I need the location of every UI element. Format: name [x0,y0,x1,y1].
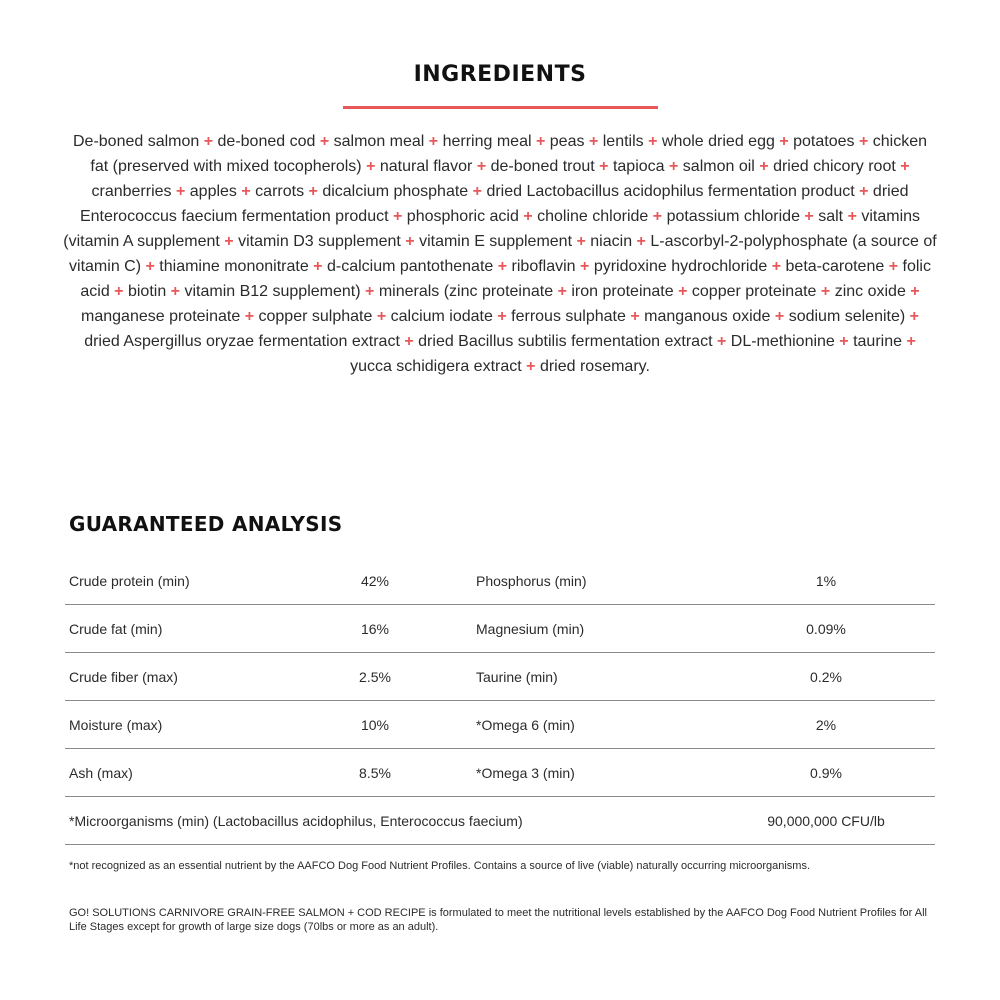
ingredient-item: thiamine mononitrate [159,258,309,275]
ingredient-item: beta-carotene [785,258,885,275]
ingredient-item: folic acid [80,258,931,300]
ingredient-item: vitamin E supplement [419,233,573,250]
plus-separator-icon: + [820,283,831,300]
ingredient-item: copper proteinate [691,283,817,300]
nutrient-value: 2% [815,717,837,733]
plus-separator-icon: + [244,308,255,325]
nutrient-value: 16% [360,621,390,637]
ingredient-item: whole dried egg [661,133,775,150]
table-row [65,749,935,797]
ingredient-item: dried Bacillus subtilis fermentation extract [418,333,713,350]
nutrient-label: Crude fat (min) [69,621,163,637]
ingredients-title: INGREDIENTS [413,62,587,87]
plus-separator-icon: + [365,283,375,300]
ingredient-item: dried Lactobacillus acidophilus fermentation product [486,183,855,200]
ingredient-item: de-boned trout [490,158,595,175]
plus-separator-icon: + [170,283,181,300]
plus-separator-icon: + [576,233,586,250]
ingredient-item: tapioca [612,158,665,175]
plus-separator-icon: + [779,133,789,150]
plus-separator-icon: + [858,133,869,150]
nutrient-label: Moisture (max) [69,717,163,733]
plus-separator-icon: + [405,233,415,250]
table-row [65,605,935,653]
ingredient-item: zinc oxide [834,283,906,300]
ingredient-item: dried chicory root [773,158,896,175]
plus-separator-icon: + [804,208,814,225]
plus-separator-icon: + [910,283,920,300]
nutrient-value: 2.5% [359,669,391,685]
ingredient-item: vitamins (vitamin A supplement [63,208,921,250]
plus-separator-icon: + [376,308,387,325]
ingredient-item: de-boned cod [217,133,316,150]
plus-separator-icon: + [648,133,658,150]
ingredient-item: peas [549,133,585,150]
aafco-statement: GO! SOLUTIONS CARNIVORE GRAIN-FREE SALMON + COD RECIPE is formulated to meet the nutritional levels established by the AAFCO Dog Food Nutrient Profiles for All Life Stages except for growth of large size dogs (70lbs or more as an adult). [69,907,927,933]
nutrient-label: Ash (max) [69,765,133,781]
plus-separator-icon: + [888,258,899,275]
plus-separator-icon: + [114,283,124,300]
nutrient-value: 42% [360,573,390,589]
ingredient-item: dried rosemary. [539,358,650,375]
footnote: *not recognized as an essential nutrient by the AAFCO Dog Food Nutrient Profiles. Contains a source of live (viable) naturally occurring microorganisms. [69,860,811,872]
ingredient-item: dicalcium phosphate [322,183,469,200]
ingredient-item: riboflavin [511,258,576,275]
plus-separator-icon: + [366,158,376,175]
plus-separator-icon: + [308,183,318,200]
ingredient-item: chicken fat (preserved with mixed tocopherols) [90,133,927,175]
ingredient-item: sodium selenite) [788,308,906,325]
ingredient-item: d-calcium pantothenate [326,258,494,275]
ingredient-item: apples [189,183,237,200]
table-row [65,557,935,605]
ingredient-item: manganese proteinate [81,308,241,325]
nutrient-label: *Omega 6 (min) [476,717,575,733]
nutrient-value: 1% [815,573,837,589]
ingredient-item: dried Enterococcus faecium fermentation product [79,183,909,225]
plus-separator-icon: + [599,158,609,175]
plus-separator-icon: + [497,258,508,275]
ingredient-item: salt [818,208,844,225]
ingredient-item: potatoes [793,133,855,150]
guaranteed-analysis-table [65,557,935,845]
nutrient-label: *Microorganisms (min) (Lactobacillus acidophilus, Enterococcus faecium) [69,813,523,829]
ingredient-item: potassium chloride [666,208,800,225]
plus-separator-icon: + [203,133,214,150]
nutrient-label: Crude fiber (max) [69,669,178,685]
ingredient-item: salmon oil [682,158,755,175]
ingredient-item: manganous oxide [644,308,771,325]
plus-separator-icon: + [313,258,323,275]
plus-separator-icon: + [497,308,507,325]
ingredient-item: De-boned salmon [72,133,200,150]
plus-separator-icon: + [669,158,679,175]
ingredient-item: minerals (zinc proteinate [378,283,554,300]
plus-separator-icon: + [716,333,727,350]
nutrient-value: 0.2% [810,669,842,685]
plus-separator-icon: + [759,158,769,175]
plus-separator-icon: + [404,333,414,350]
ingredient-item: biotin [127,283,167,300]
plus-separator-icon: + [145,258,155,275]
nutrient-value: 0.9% [810,765,842,781]
nutrient-label: *Omega 3 (min) [476,765,575,781]
plus-separator-icon: + [771,258,782,275]
nutrient-value: 0.09% [806,621,846,637]
ingredient-item: cranberries [91,183,172,200]
ingredient-item: natural flavor [379,158,473,175]
plus-separator-icon: + [175,183,186,200]
ingredients-title-underline [343,106,658,109]
ingredient-item: L-ascorbyl-2-polyphosphate (a source of vitamin C) [69,233,937,275]
plus-separator-icon: + [393,208,403,225]
ingredient-item: iron proteinate [571,283,674,300]
plus-separator-icon: + [859,183,869,200]
plus-separator-icon: + [580,258,590,275]
ingredient-item: vitamin B12 supplement) [184,283,361,300]
plus-separator-icon: + [523,208,533,225]
ingredient-item: ferrous sulphate [511,308,626,325]
nutrient-label: Magnesium (min) [476,621,585,637]
plus-separator-icon: + [526,358,536,375]
table-row-microorganisms [65,797,935,845]
ingredient-item: lentils [602,133,644,150]
plus-separator-icon: + [472,183,482,200]
plus-separator-icon: + [774,308,785,325]
plus-separator-icon: + [906,333,916,350]
nutrient-label: Taurine (min) [476,669,558,685]
ingredient-item: pyridoxine hydrochloride [593,258,768,275]
ingredient-item: copper sulphate [258,308,373,325]
nutrient-label: Phosphorus (min) [476,573,587,589]
plus-separator-icon: + [839,333,849,350]
table-row [65,701,935,749]
plus-separator-icon: + [909,308,919,325]
guaranteed-analysis-title: GUARANTEED ANALYSIS [69,512,343,536]
plus-separator-icon: + [224,233,234,250]
ingredient-item: choline chloride [537,208,649,225]
ingredient-item: niacin [590,233,633,250]
plus-separator-icon: + [428,133,439,150]
ingredient-item: herring meal [442,133,532,150]
ingredient-item: taurine [853,333,902,350]
plus-separator-icon: + [535,133,546,150]
ingredient-item: vitamin D3 supplement [238,233,401,250]
plus-separator-icon: + [588,133,599,150]
plus-separator-icon: + [476,158,487,175]
nutrient-label: Crude protein (min) [69,573,190,589]
ingredient-item: yucca schidigera extract [350,358,522,375]
plus-separator-icon: + [636,233,646,250]
ingredient-item: phosphoric acid [406,208,519,225]
table-row [65,653,935,701]
plus-separator-icon: + [630,308,640,325]
plus-separator-icon: + [678,283,688,300]
ingredient-item: calcium iodate [390,308,493,325]
plus-separator-icon: + [557,283,567,300]
plus-separator-icon: + [847,208,857,225]
ingredient-item: dried Aspergillus oryzae fermentation extract [84,333,400,350]
nutrient-value: 8.5% [359,765,391,781]
ingredient-item: carrots [255,183,305,200]
nutrient-value: 10% [360,717,390,733]
plus-separator-icon: + [241,183,251,200]
plus-separator-icon: + [652,208,663,225]
ingredients-list [62,129,938,379]
plus-separator-icon: + [319,133,330,150]
ingredient-item: salmon meal [333,133,425,150]
plus-separator-icon: + [900,158,910,175]
nutrient-value: 90,000,000 CFU/lb [767,813,885,829]
ingredient-item: DL-methionine [730,333,835,350]
